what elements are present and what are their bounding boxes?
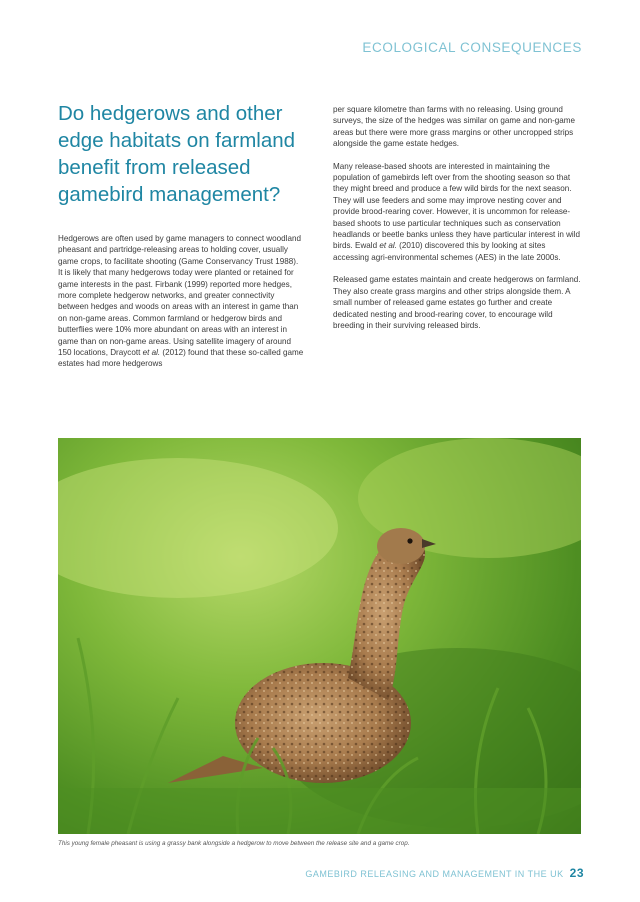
paragraph-text: Many release-based shoots are interested in maintaining the population of gamebirds left over from the shooting season so that they might breed and produce a few wild birds for the next season. They will use feeders and some may improve nesting cover and provide brood-rearing cover. However, it is uncommon for release-based shoots to use particular techniques such as conservation headlands or beetle banks unless they have particular interest in wild birds. Ewald [333,161,581,251]
footer-title: GAMEBIRD RELEASING AND MANAGEMENT IN THE UK [305,869,564,879]
paragraph: Released game estates maintain and create hedgerows on farmland. They also create grass margins and other strips alongside them. A small number of released game estates go further and create dedicated nesting and brood-rearing cover, to encourage wild breeding in their surviving released birds. [333,275,581,330]
paragraph [333,161,581,264]
et-al-text: et al. [142,348,161,358]
et-al-text: et al. [379,241,397,251]
left-column [58,233,304,370]
right-column [333,104,581,331]
pheasant-illustration [58,438,581,834]
photo-caption: This young female pheasant is using a grassy bank alongside a hedgerow to move between the release site and a game crop. [58,840,410,847]
page-title: Do hedgerows and other edge habitats on farmland benefit from released gamebird management? [58,102,296,206]
page-footer [305,866,584,880]
section-header: ECOLOGICAL CONSEQUENCES [362,40,582,55]
paragraph-text: (2010) discovered this by looking at sites accessing agri-environmental schemes (AES) in the late 2000s. [333,241,561,262]
page-number: 23 [569,866,584,880]
paragraph-text: Hedgerows are often used by game managers to connect woodland pheasant and partridge-releasing areas to holding cover, usually game crops, to facilitate shooting (Game Conservancy Trust 1988). It is likely that many hedgerows today were planted or retained for game interests in the past. Firbank (1999) reported more hedges, more complete hedgerow networks, and greater connectivity between hedges and woods on areas with an interest in game than on non-game areas. Common farmland or hedgerow birds and butterflies were 10% more abundant on areas with an interest in game than on non-game areas. Using satellite imagery of around 150 locations, Draycott [58,234,301,358]
paragraph: per square kilometre than farms with no releasing. Using ground surveys, the size of the hedges was similar on game and non-game areas but there were more grass margins or other uncropped strips alongside the game estate hedges. [333,105,576,149]
paragraph-text: (2012) found that these so-called game estates had more hedgerows [58,348,304,369]
paragraph [58,233,304,370]
pheasant-photo [58,438,581,834]
